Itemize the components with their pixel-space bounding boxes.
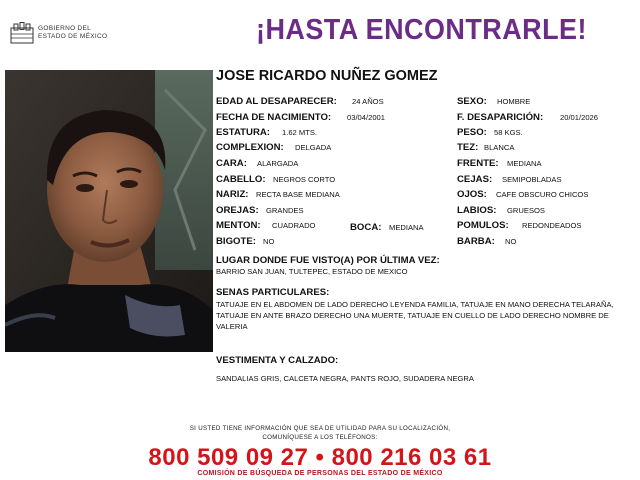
desaparicion-label: F. DESAPARICIÓN: bbox=[457, 112, 544, 123]
bigote-value: NO bbox=[263, 237, 275, 246]
last-seen-label: LUGAR DONDE FUE VISTO(A) POR ÚLTIMA VEZ: bbox=[216, 255, 440, 266]
missing-person-photo bbox=[5, 70, 213, 352]
boca-label: BOCA: bbox=[350, 222, 382, 233]
clothing-value: SANDALIAS GRIS, CALCETA NEGRA, PANTS ROJO, SUDADERA NEGRA bbox=[216, 374, 474, 383]
sexo-value: HOMBRE bbox=[497, 97, 531, 106]
clothing-label: VESTIMENTA Y CALZADO: bbox=[216, 355, 339, 366]
marks-label: SENAS PARTICULARES: bbox=[216, 287, 330, 298]
labios-value: GRUESOS bbox=[507, 206, 545, 215]
nacimiento-label: FECHA DE NACIMIENTO: bbox=[216, 112, 332, 123]
phone-numbers: 800 509 09 27 • 800 216 03 61 bbox=[148, 444, 492, 471]
cabello-label: CABELLO: bbox=[216, 174, 266, 185]
government-logo bbox=[10, 22, 130, 46]
pomulos-label: POMULOS: bbox=[457, 220, 509, 231]
labios-label: LABIOS: bbox=[457, 205, 497, 216]
logo-line-2: ESTADO DE MÉXICO bbox=[38, 33, 108, 40]
tez-label: TEZ: bbox=[457, 142, 479, 153]
headline: ¡HASTA ENCONTRARLE! bbox=[256, 14, 587, 46]
barba-label: BARBA: bbox=[457, 236, 495, 247]
estatura-label: ESTATURA: bbox=[216, 127, 271, 138]
edad-value: 24 AÑOS bbox=[352, 97, 384, 106]
nariz-label: NARIZ: bbox=[216, 189, 249, 200]
estatura-value: 1.62 MTS. bbox=[282, 128, 318, 137]
menton-label: MENTON: bbox=[216, 220, 261, 231]
barba-value: NO bbox=[505, 237, 517, 246]
footer-note-line-2: COMUNÍQUESE A LOS TELÉFONOS: bbox=[262, 434, 378, 441]
complexion-value: DELGADA bbox=[295, 143, 332, 152]
cejas-label: CEJAS: bbox=[457, 174, 493, 185]
complexion-label: COMPLEXION: bbox=[216, 142, 284, 153]
last-seen-value: BARRIO SAN JUAN, TULTEPEC, ESTADO DE MEXICO bbox=[216, 267, 408, 276]
cara-value: ALARGADA bbox=[257, 159, 299, 168]
footer-note-line-1: SI USTED TIENE INFORMACIÓN QUE SEA DE UTILIDAD PARA SU LOCALIZACIÓN, bbox=[189, 425, 451, 432]
orejas-value: GRANDES bbox=[266, 206, 304, 215]
logo-line-1: GOBIERNO DEL bbox=[38, 25, 92, 32]
sexo-label: SEXO: bbox=[457, 96, 487, 107]
edad-label: EDAD AL DESAPARECER: bbox=[216, 96, 337, 107]
bigote-label: BIGOTE: bbox=[216, 236, 256, 247]
peso-value: 58 KGS. bbox=[494, 128, 523, 137]
boca-value: MEDIANA bbox=[389, 223, 424, 232]
pomulos-value: REDONDEADOS bbox=[522, 221, 582, 230]
person-name: JOSE RICARDO NUÑEZ GOMEZ bbox=[216, 68, 438, 84]
frente-label: FRENTE: bbox=[457, 158, 499, 169]
peso-label: PESO: bbox=[457, 127, 487, 138]
nacimiento-value: 03/04/2001 bbox=[347, 113, 386, 122]
ojos-value: CAFE OBSCURO CHICOS bbox=[496, 190, 589, 199]
cara-label: CARA: bbox=[216, 158, 247, 169]
desaparicion-value: 20/01/2026 bbox=[560, 113, 599, 122]
nariz-value: RECTA BASE MEDIANA bbox=[256, 190, 340, 199]
commission-name: COMISIÓN DE BÚSQUEDA DE PERSONAS DEL ESTADO DE MÉXICO bbox=[197, 470, 443, 477]
tez-value: BLANCA bbox=[484, 143, 515, 152]
frente-value: MEDIANA bbox=[507, 159, 542, 168]
cejas-value: SEMIPOBLADAS bbox=[502, 175, 562, 184]
menton-value: CUADRADO bbox=[272, 221, 316, 230]
marks-value: TATUAJE EN EL ABDOMEN DE LADO DERECHO LEYENDA FAMILIA, TATUAJE EN MANO DERECHA TELARAÑA, TATUAJE EN ANTE BRAZO DERECHO UNA MUERTE, TATUAJE EN CUELLO DE LADO DERECHO NOMBRE DE VALERIA bbox=[216, 300, 614, 331]
state-emblem-icon bbox=[10, 22, 34, 44]
cabello-value: NEGROS CORTO bbox=[273, 175, 336, 184]
ojos-label: OJOS: bbox=[457, 189, 487, 200]
orejas-label: OREJAS: bbox=[216, 205, 259, 216]
